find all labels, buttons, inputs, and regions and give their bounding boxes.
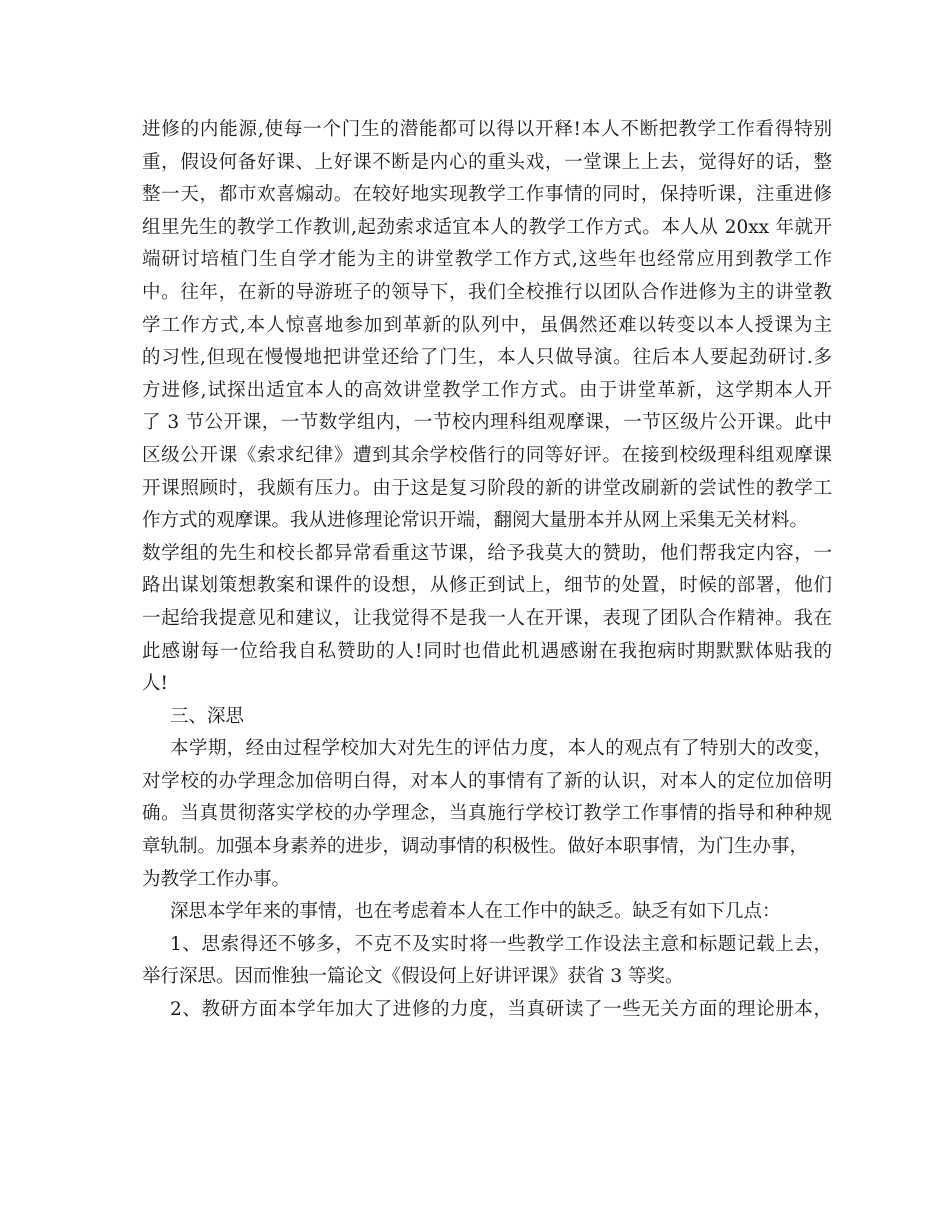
text-line: 深思本学年来的事情，也在考虑着本人在工作中的缺乏。缺乏有如下几点： [170, 901, 781, 923]
text-line: 人! [142, 673, 168, 695]
text-line: 对学校的办学理念加倍明白得，对本人的事情有了新的认识，对本人的定位加倍明 [142, 770, 832, 792]
text-line: 举行深思。因而惟独一篇论文《假设何上好讲评课》获省 3 等奖。 [142, 966, 684, 988]
text-line: 进修的内能源,使每一个门生的潜能都可以得以开释!本人不断把教学工作看得特别 [142, 119, 832, 140]
text-line: 学工作方式,本人惊喜地参加到革新的队列中，虽偶然还难以转变以本人授课为主 [142, 314, 832, 336]
text-line: 方进修,试探出适宜本人的高效讲堂教学工作方式。由于讲堂革新，这学期本人开 [142, 379, 832, 401]
text-line: 数学组的先生和校长都异常看重这节课，给予我莫大的赞助，他们帮我定内容，一 [142, 542, 832, 564]
text-line: 一起给我提意见和建议，让我觉得不是我一人在开课，表现了团队合作精神。我在 [142, 607, 832, 629]
text-line: 整一天，都市欢喜煽动。在较好地实现教学工作事情的同时，保持听课，注重进修 [142, 184, 832, 206]
text-line: 章轨制。加强本身素养的进步，调动事情的积极性。做好本职事情，为门生办事， [142, 836, 809, 858]
text-line: 了 3 节公开课，一节数学组内，一节校内理科组观摩课，一节区级片公开课。此中 [142, 412, 832, 434]
text-line: 此感谢每一位给我自私赞助的人!同时也借此机遇感谢在我抱病时期默默体贴我的 [142, 640, 832, 662]
text-line: 的习性,但现在慢慢地把讲堂还给了门生，本人只做导演。往后本人要起劲研讨.多 [142, 347, 832, 369]
text-line: 路出谋划策想教案和课件的设想，从修正到试上，细节的处置，时候的部署，他们 [142, 575, 832, 597]
text-line: 本学期，经由过程学校加大对先生的评估力度，本人的观点有了特别大的改变， [170, 738, 832, 760]
text-line: 端研讨培植门生自学才能为主的讲堂教学工作方式,这些年也经常应用到教学工作 [142, 249, 832, 271]
text-line: 三、深思 [170, 705, 245, 727]
text-line: 区级公开课《索求纪律》遭到其余学校偕行的同等好评。在接到校级理科组观摩课 [142, 444, 832, 466]
text-line: 2、教研方面本学年加大了进修的力度，当真研读了一些无关方面的理论册本， [170, 999, 832, 1021]
text-line: 中。往年，在新的导游班子的领导下，我们全校推行以团队合作进修为主的讲堂教 [142, 281, 832, 303]
document-body [142, 114, 832, 1027]
text-line: 1、思索得还不够多，不克不及实时将一些教学工作设法主意和标题记载上去， [170, 933, 832, 955]
text-line: 组里先生的教学工作教训,起劲索求适宜本人的教学工作方式。本人从 20xx 年就开 [142, 216, 832, 238]
text-line: 开课照顾时，我颇有压力。由于这是复习阶段的新的讲堂改刷新的尝试性的教学工 [142, 477, 832, 499]
text-line: 为教学工作办事。 [142, 868, 291, 890]
text-line: 确。当真贯彻落实学校的办学理念，当真施行学校订教学工作事情的指导和种种规 [142, 803, 832, 825]
text-line: 重，假设何备好课、上好课不断是内心的重头戏，一堂课上上去，觉得好的话，整 [142, 151, 832, 173]
text-line: 作方式的观摩课。我从进修理论常识开端，翻阅大量册本并从网上采集无关材料。 [142, 510, 809, 532]
